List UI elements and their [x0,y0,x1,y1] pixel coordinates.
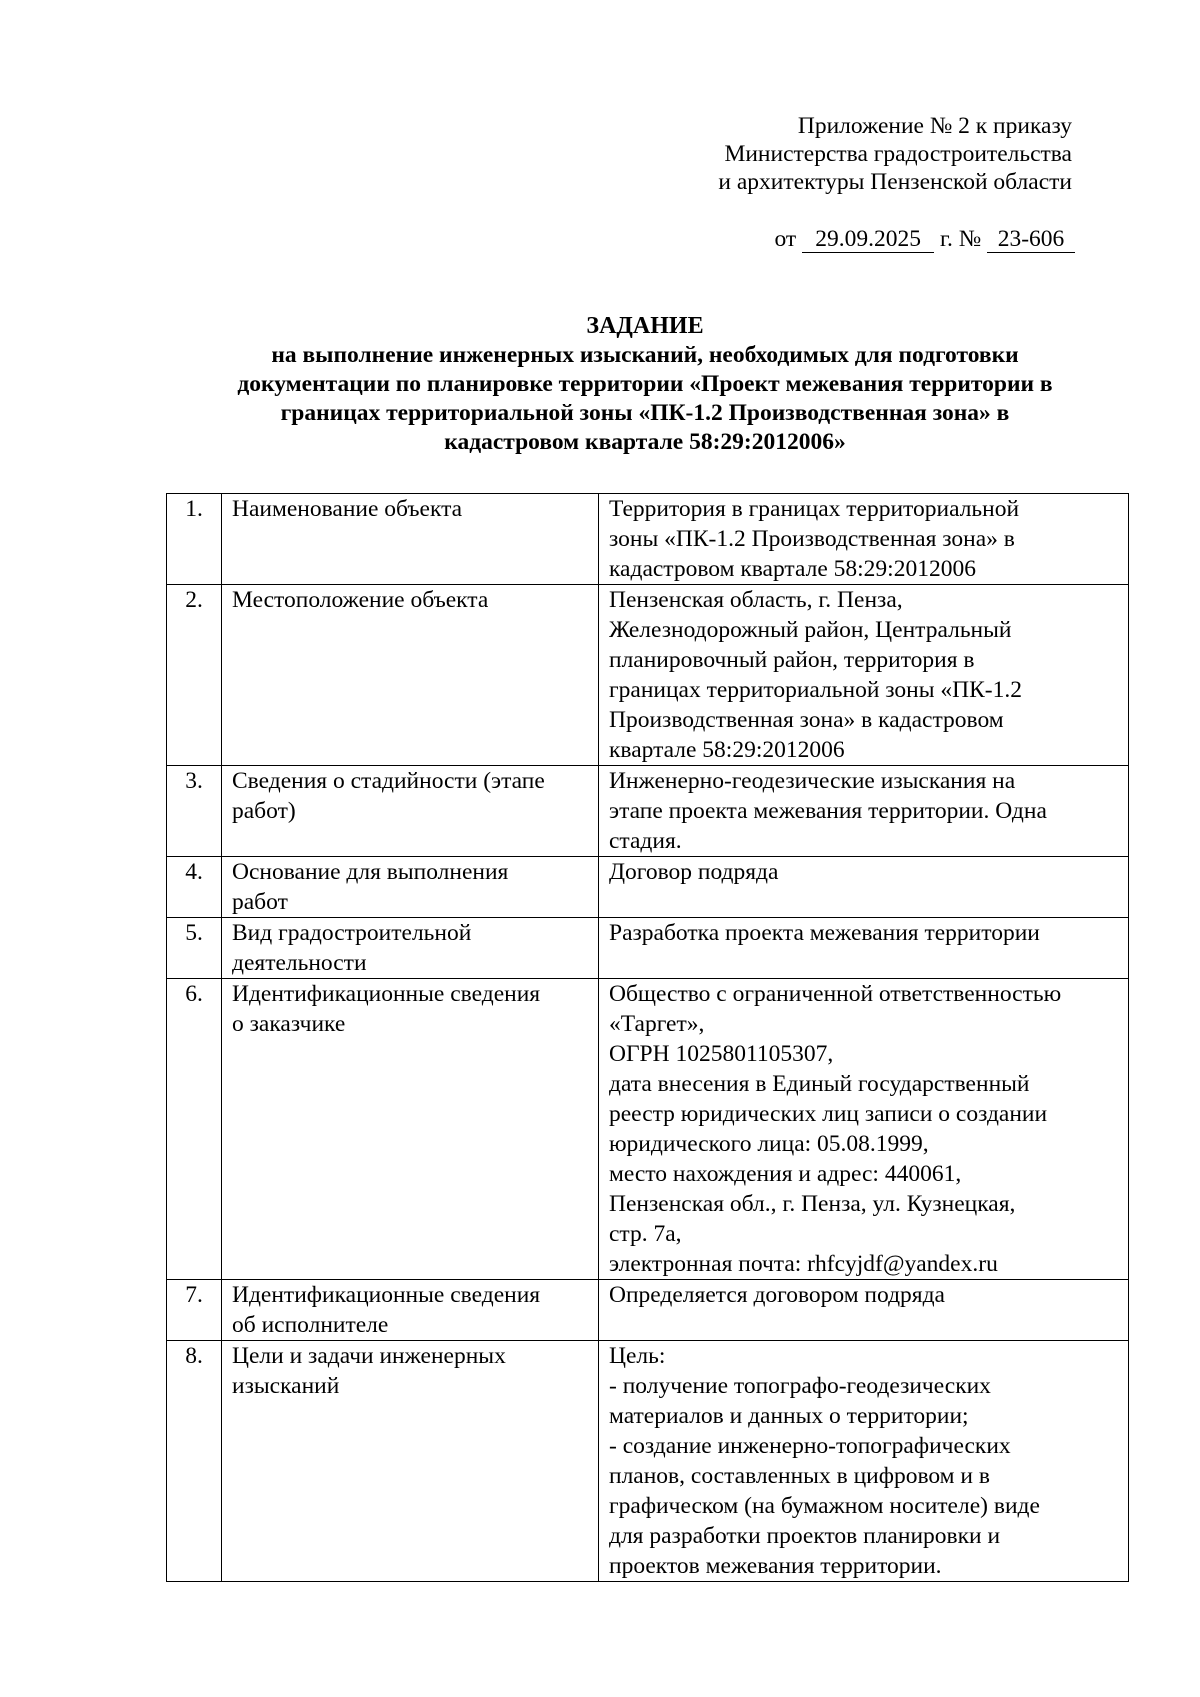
row-number: 5. [167,918,222,979]
row-number: 1. [167,494,222,585]
task-table-body [167,494,1129,1582]
row-value-cell [599,918,1129,979]
row-number: 2. [167,585,222,766]
row-value-line: Договор подряда [609,859,779,885]
row-value-line: Производственная зона» в кадастровом [609,707,1004,733]
row-label-line: Наименование объекта [232,496,463,522]
header-line-region: и архитектуры Пензенской области [718,169,1072,195]
row-value-cell [599,585,1129,766]
document-title [160,312,1130,457]
row-value-line: кадастровом квартале 58:29:2012006 [609,556,976,582]
table-row [167,494,1129,585]
task-table [166,493,1129,1582]
order-year-suffix: г. [939,226,953,252]
order-number: 23-606 [987,226,1075,253]
order-reference [774,225,1075,253]
row-number: 6. [167,979,222,1280]
row-value-line: - получение топографо-геодезических [609,1373,991,1399]
title-line: документации по планировке территории «Проект межевания территории в [237,371,1053,397]
row-value-cell [599,857,1129,918]
row-label-line: об исполнителе [232,1312,389,1338]
row-label-line: Вид градостроительной [232,920,472,946]
row-label-line: работ [232,889,288,915]
header-line-appendix: Приложение № 2 к приказу [797,113,1072,139]
table-row [167,857,1129,918]
row-value-line: Пензенская область, г. Пенза, [609,587,903,613]
row-value-line: стадия. [609,828,682,854]
row-label-line: работ) [232,798,296,824]
row-value-line: материалов и данных о территории; [609,1403,969,1429]
row-number: 7. [167,1280,222,1341]
row-value-cell [599,494,1129,585]
row-value-line: Инженерно-геодезические изыскания на [609,768,1016,794]
row-label-line: изысканий [232,1373,340,1399]
row-label-line: Идентификационные сведения [232,1282,541,1308]
table-row [167,918,1129,979]
row-number: 3. [167,766,222,857]
row-value-line: этапе проекта межевания территории. Одна [609,798,1047,824]
table-row [167,1341,1129,1582]
row-number: 8. [167,1341,222,1582]
row-value-line: планировочный район, территория в [609,647,975,673]
row-value-line: для разработки проектов планировки и [609,1523,1001,1549]
row-value-line: Цель: [609,1343,666,1369]
row-value-line: реестр юридических лиц записи о создании [609,1101,1048,1127]
order-prefix: от [774,226,797,252]
row-value-line: Общество с ограниченной ответственностью [609,981,1062,1007]
table-row [167,1280,1129,1341]
row-label-cell [222,766,599,857]
row-value-cell [599,979,1129,1280]
row-value-line: Пензенская обл., г. Пенза, ул. Кузнецкая, [609,1191,1016,1217]
header-line-ministry: Министерства градостроительства [724,141,1072,167]
row-value-line: планов, составленных в цифровом и в [609,1463,990,1489]
row-value-line: ОГРН 1025801105307, [609,1041,834,1067]
row-label-cell [222,979,599,1280]
row-value-line: Определяется договором подряда [609,1282,945,1308]
row-label-cell [222,857,599,918]
row-label-cell [222,585,599,766]
row-value-line: Железнодорожный район, Центральный [609,617,1012,643]
table-row [167,585,1129,766]
row-label-line: о заказчике [232,1011,346,1037]
order-number-sign: № [958,226,982,252]
title-line: на выполнение инженерных изысканий, необходимых для подготовки [271,342,1019,368]
row-value-line: границах территориальной зоны «ПК-1.2 [609,677,1023,703]
row-value-line: электронная почта: rhfcyjdf@yandex.ru [609,1251,998,1277]
order-date: 29.09.2025 [802,226,934,253]
row-value-line: графическом (на бумажном носителе) виде [609,1493,1040,1519]
row-label-line: Цели и задачи инженерных [232,1343,506,1369]
row-value-line: - создание инженерно-топографических [609,1433,1011,1459]
row-value-line: Разработка проекта межевания территории [609,920,1040,946]
title-line: кадастровом квартале 58:29:2012006» [444,429,846,455]
row-label-cell [222,1341,599,1582]
row-value-line: место нахождения и адрес: 440061, [609,1161,962,1187]
row-label-cell [222,1280,599,1341]
row-label-line: Основание для выполнения [232,859,509,885]
table-row [167,979,1129,1280]
row-label-line: деятельности [232,950,367,976]
row-value-line: дата внесения в Единый государственный [609,1071,1030,1097]
row-value-line: юридического лица: 05.08.1999, [609,1131,929,1157]
row-value-cell [599,1280,1129,1341]
row-value-line: Территория в границах территориальной [609,496,1020,522]
row-value-line: «Таргет», [609,1011,705,1037]
row-label-cell [222,918,599,979]
row-value-line: зоны «ПК-1.2 Производственная зона» в [609,526,1015,552]
row-value-line: проектов межевания территории. [609,1553,942,1579]
row-label-line: Местоположение объекта [232,587,489,613]
row-value-cell [599,766,1129,857]
row-value-line: стр. 7а, [609,1221,682,1247]
row-value-line: квартале 58:29:2012006 [609,737,845,763]
row-label-line: Сведения о стадийности (этапе [232,768,545,794]
table-row [167,766,1129,857]
row-label-line: Идентификационные сведения [232,981,541,1007]
title-main: ЗАДАНИЕ [586,313,704,339]
row-number: 4. [167,857,222,918]
row-value-cell [599,1341,1129,1582]
title-line: границах территориальной зоны «ПК-1.2 Производственная зона» в [280,400,1010,426]
row-label-cell [222,494,599,585]
document-header [718,112,1072,196]
